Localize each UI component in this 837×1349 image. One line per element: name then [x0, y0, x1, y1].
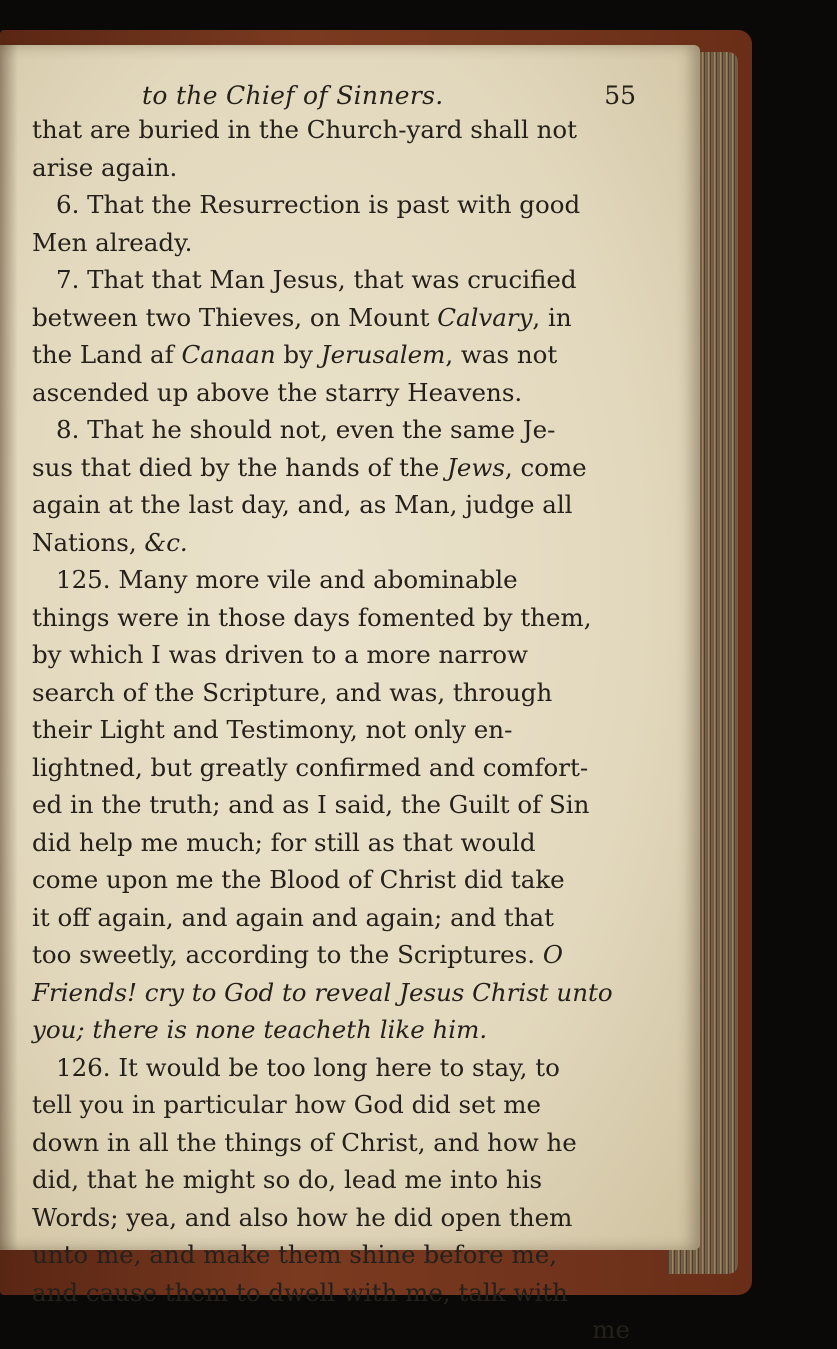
- text-line: Words; yea, and also how he did open them: [32, 1202, 573, 1232]
- text-line: things were in those days fomented by them,: [32, 602, 592, 632]
- page-header: [32, 75, 636, 111]
- text-line: down in all the things of Christ, and how he: [32, 1127, 577, 1157]
- text-line: and cause them to dwell with me, talk with: [32, 1277, 568, 1307]
- page-number: 55: [604, 81, 636, 110]
- text-line: 6. That the Resurrection is past with good: [56, 190, 581, 219]
- text-line: arise again.: [32, 152, 178, 182]
- text-line: between two Thieves, on Mount Calvary, in: [32, 302, 572, 332]
- book-page: [0, 45, 700, 1344]
- text-line: you; there is none teacheth like him.: [32, 1015, 488, 1044]
- text-line: Nations, &c.: [32, 527, 188, 557]
- text-line: it off again, and again and again; and that: [32, 902, 555, 932]
- text-line: the Land af Canaan by Jerusalem, was not: [32, 340, 558, 369]
- text-line: Friends! cry to God to reveal Jesus Christ unto: [32, 977, 613, 1007]
- text-line: again at the last day, and, as Man, judge all: [32, 490, 573, 519]
- text-line: sus that died by the hands of the Jews, come: [32, 452, 587, 482]
- running-title: to the Chief of Sinners.: [142, 81, 444, 110]
- text-line: 7. That that Man Jesus, that was crucified: [56, 265, 577, 294]
- text-line: come upon me the Blood of Christ did take: [32, 865, 565, 894]
- catchword: me: [592, 1315, 630, 1344]
- text-line: 125. Many more vile and abominable: [56, 565, 518, 594]
- text-line: did help me much; for still as that would: [32, 827, 536, 857]
- text-line: tell you in particular how God did set me: [32, 1090, 541, 1119]
- text-line: unto me, and make them shine before me,: [32, 1240, 557, 1269]
- text-line: their Light and Testimony, not only en-: [32, 715, 513, 744]
- text-line: did, that he might so do, lead me into his: [32, 1165, 543, 1194]
- page-gutter-shadow: [0, 45, 18, 1250]
- text-line: ascended up above the starry Heavens.: [32, 377, 523, 407]
- text-line: that are buried in the Church-yard shall not: [32, 115, 577, 144]
- text-line: lightned, but greatly confirmed and comfort-: [32, 752, 589, 782]
- text-line: 8. That he should not, even the same Je-: [56, 415, 556, 444]
- text-block: [32, 75, 636, 1349]
- text-line: Men already.: [32, 227, 193, 257]
- text-line: search of the Scripture, and was, through: [32, 677, 553, 707]
- text-line: 126. It would be too long here to stay, to: [56, 1052, 560, 1082]
- text-line: ed in the truth; and as I said, the Guilt of Sin: [32, 790, 590, 819]
- text-line: too sweetly, according to the Scriptures. O: [32, 940, 563, 969]
- text-line: by which I was driven to a more narrow: [32, 640, 529, 669]
